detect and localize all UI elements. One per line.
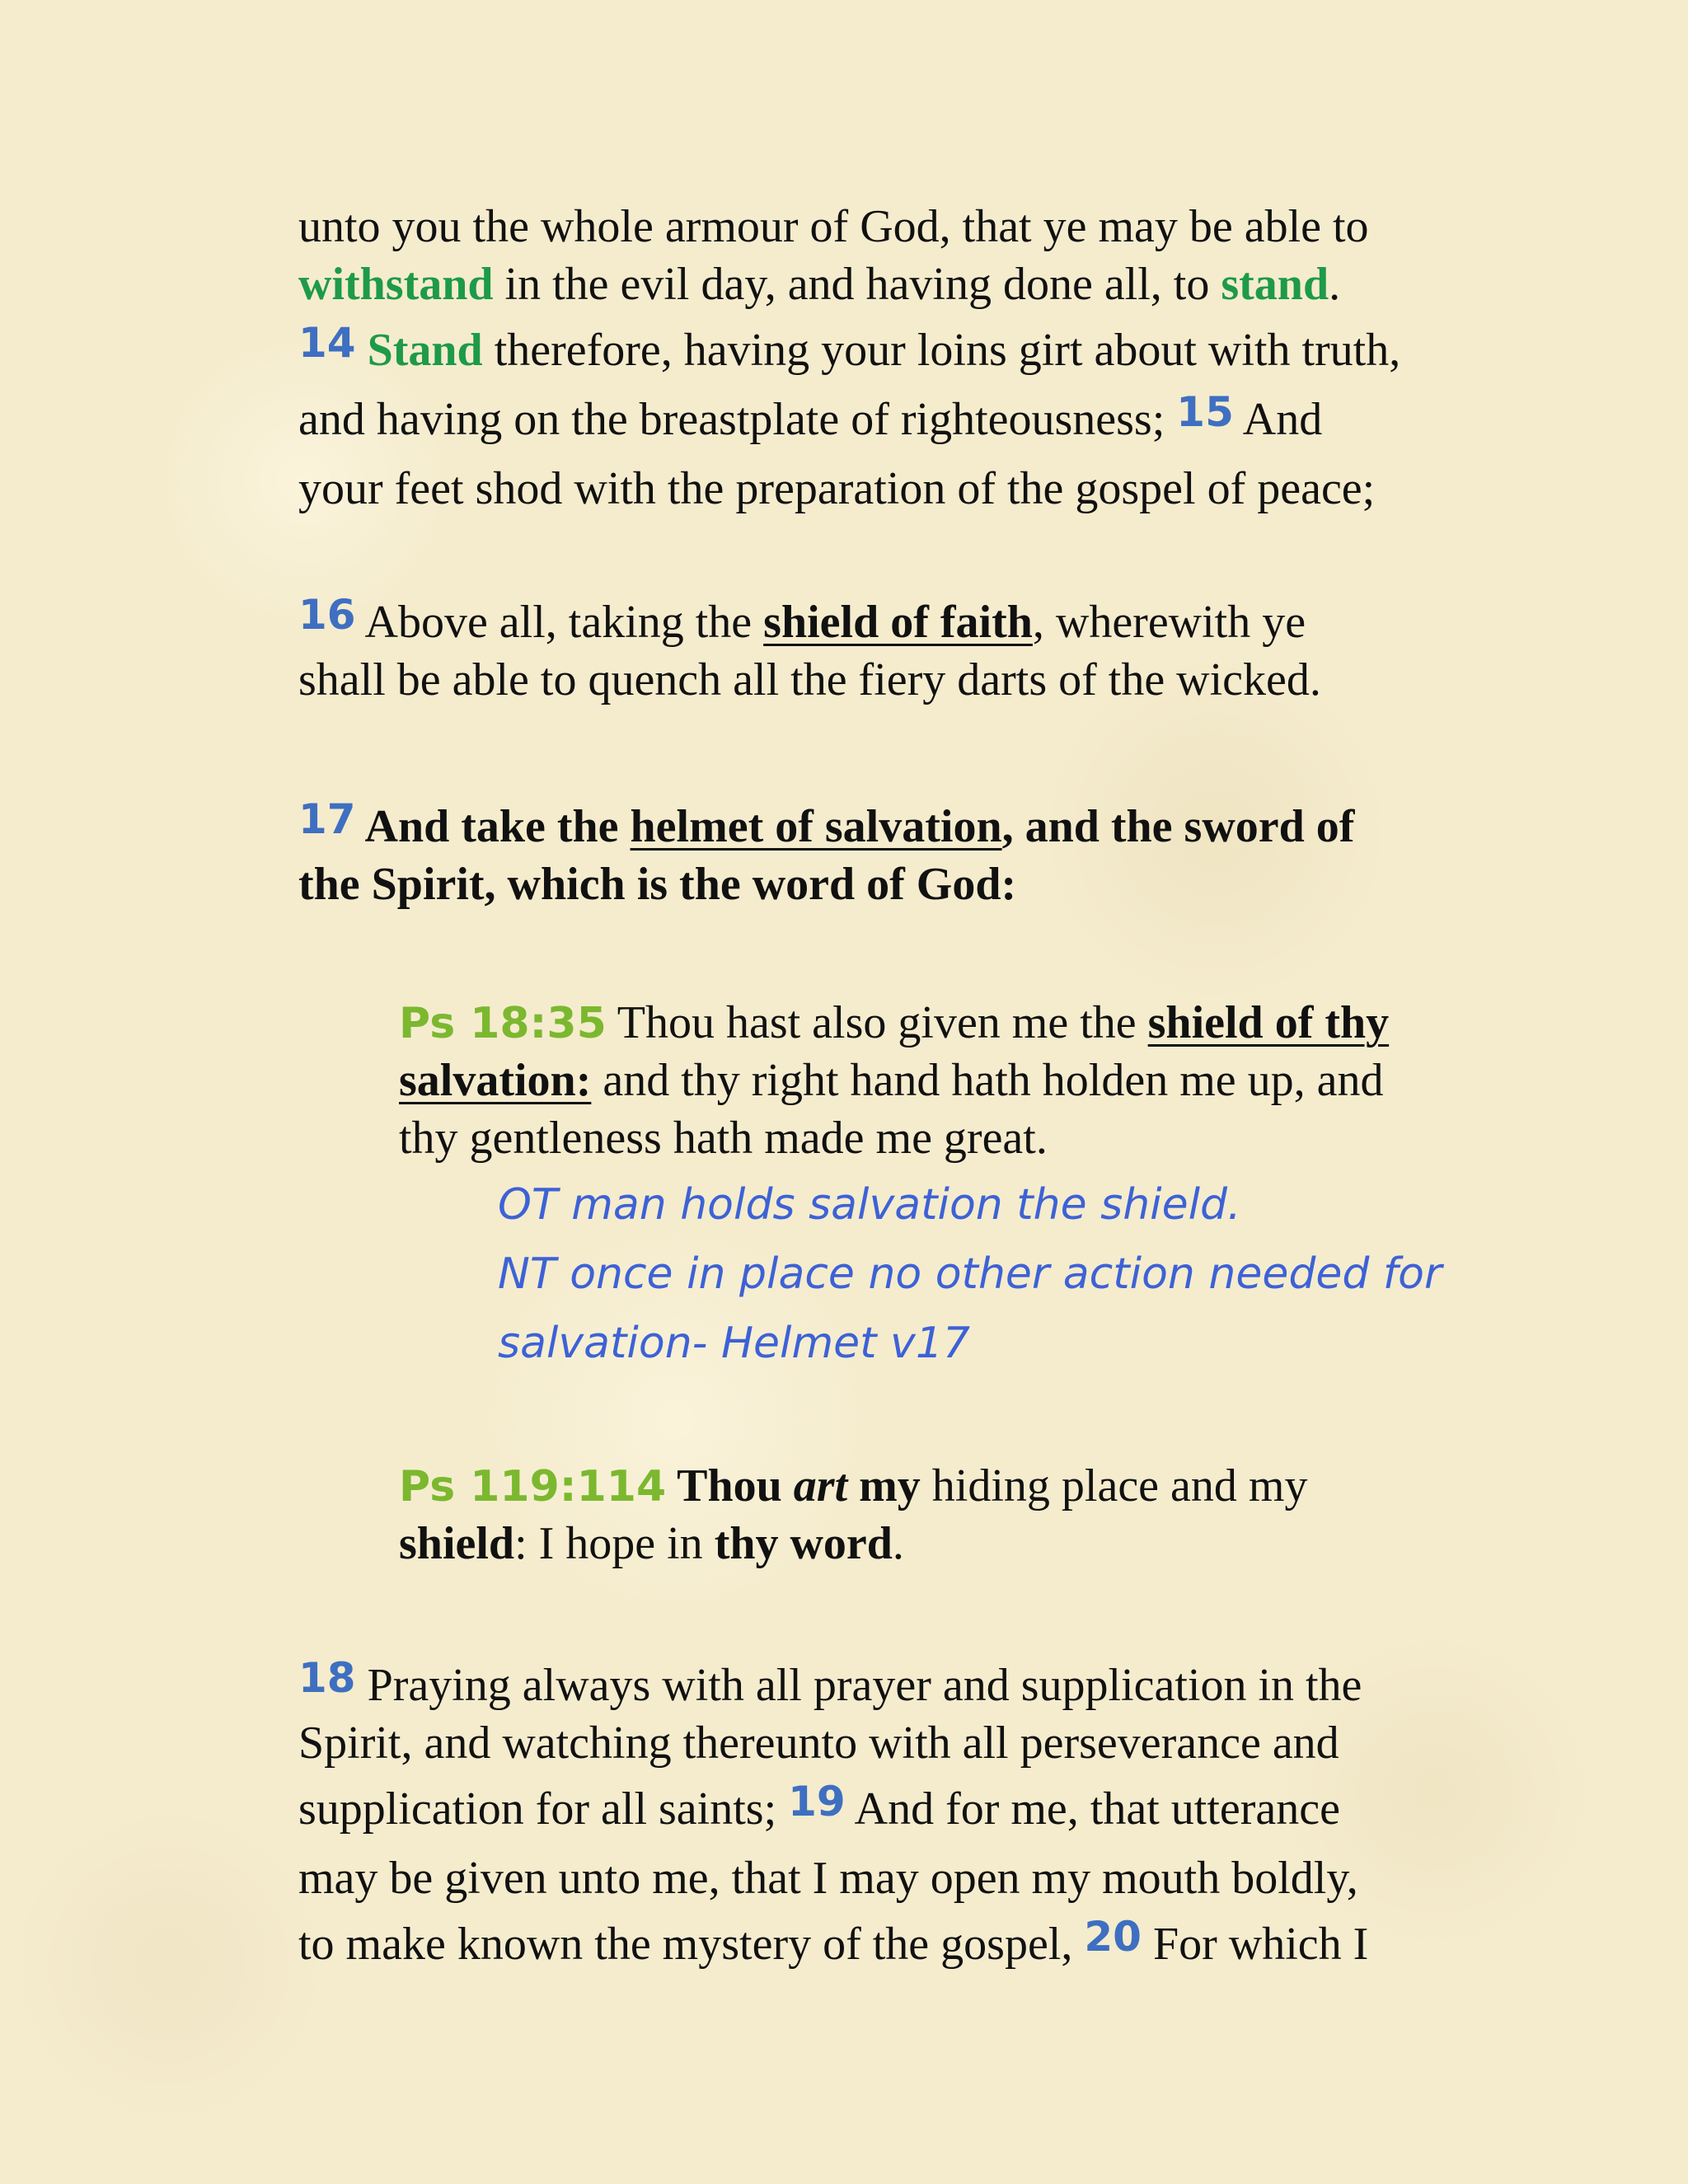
verses-18-20	[298, 1654, 1369, 1985]
shield-of-faith-phrase: shield of faith	[763, 597, 1033, 648]
text-line: thy gentleness hath made me great.	[399, 1113, 1048, 1164]
text-line: to make known the mystery of the gospel, 20 For which I	[298, 1913, 1369, 1970]
text-line: supplication for all saints; 19 And for me, that utterance	[298, 1778, 1340, 1835]
note-line: NT once in place no other action needed for	[498, 1249, 1442, 1299]
text-line: 17 And take the helmet of salvation, and the sword of	[298, 795, 1355, 852]
text-line: 14 Stand therefore, having your loins girt about with truth,	[298, 319, 1401, 376]
text-line: withstand in the evil day, and having done all, to stand.	[298, 259, 1341, 310]
verse-16	[298, 593, 1321, 709]
verse-number-15: 15	[1176, 388, 1234, 436]
reference-label: Ps 119:114	[399, 1462, 667, 1511]
text-line: 18 Praying always with all prayer and supplication in the	[298, 1654, 1362, 1711]
text-line: and having on the breastplate of righteousness; 15 And	[298, 388, 1323, 445]
text-line: Ps 18:35 Thou hast also given me the shield of thy	[399, 997, 1390, 1048]
reference-label: Ps 18:35	[399, 999, 607, 1048]
text-line: Spirit, and watching thereunto with all perseverance and	[298, 1718, 1339, 1769]
text-line: your feet shod with the preparation of the gospel of peace;	[298, 463, 1376, 514]
verse-number-14: 14	[298, 319, 356, 367]
note-line: OT man holds salvation the shield.	[498, 1180, 1241, 1230]
highlight-stand: stand	[1221, 259, 1329, 310]
cross-reference-ps-18-35	[399, 994, 1389, 1167]
text-line: 16 Above all, taking the shield of faith, wherewith ye	[298, 591, 1306, 648]
highlight-stand-therefore: Stand	[367, 325, 483, 376]
verse-number-17: 17	[298, 795, 356, 843]
helmet-of-salvation-phrase: helmet of salvation	[630, 801, 1002, 852]
cross-reference-ps-119-114	[399, 1457, 1307, 1572]
verses-13-15	[298, 198, 1400, 518]
text-line: Ps 119:114 Thou art my hiding place and my	[399, 1460, 1308, 1511]
text-line: shield: I hope in thy word.	[399, 1518, 904, 1569]
commentary-note	[498, 1170, 1442, 1378]
text-line: unto you the whole armour of God, that ye may be able to	[298, 201, 1369, 252]
verse-number-18: 18	[298, 1654, 356, 1702]
highlight-withstand: withstand	[298, 259, 494, 310]
shield-of-thy-phrase: shield of thy	[1147, 997, 1390, 1048]
verse-number-20: 20	[1084, 1913, 1142, 1961]
verse-number-16: 16	[298, 591, 356, 639]
salvation-phrase: salvation:	[399, 1055, 592, 1106]
text-line: may be given unto me, that I may open my mouth boldly,	[298, 1853, 1358, 1904]
verse-number-19: 19	[788, 1778, 846, 1825]
text-line: salvation: and thy right hand hath holden me up, and	[399, 1055, 1384, 1106]
note-line: salvation- Helmet v17	[498, 1319, 970, 1368]
text-line: the Spirit, which is the word of God:	[298, 859, 1017, 910]
text-line: shall be able to quench all the fiery darts of the wicked.	[298, 654, 1321, 705]
verse-17	[298, 795, 1355, 913]
